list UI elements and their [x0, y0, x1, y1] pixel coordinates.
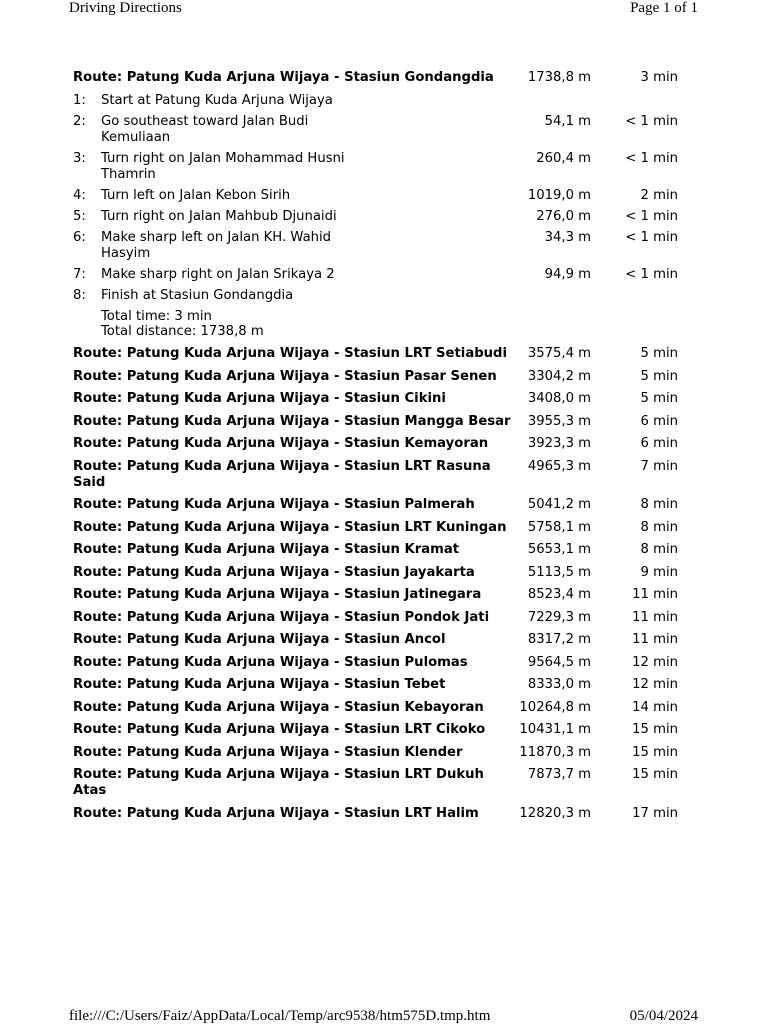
route-distance: 10264,8 m — [519, 699, 591, 715]
step-row — [73, 151, 685, 183]
route-row — [73, 700, 685, 716]
route-row — [73, 767, 685, 799]
route-row — [73, 70, 685, 86]
step-distance: 94,9 m — [544, 266, 591, 282]
route-name: Route: Patung Kuda Arjuna Wijaya - Stasiun Klender — [73, 744, 463, 760]
route-row — [73, 655, 685, 671]
route-distance: 3575,4 m — [527, 346, 591, 361]
route-name: Route: Patung Kuda Arjuna Wijaya - Stasiun Kramat — [73, 542, 460, 557]
footer-file-path: file:///C:/Users/Faiz/AppData/Local/Temp/arc9538/htm575D.tmp.htm — [69, 1008, 491, 1024]
route-row — [73, 414, 685, 430]
route-name: Route: Patung Kuda Arjuna Wijaya - Stasiun LRT Dukuh Atas — [73, 767, 484, 798]
step-distance: 34,3 m — [544, 229, 591, 245]
directions-content — [73, 70, 685, 828]
route-name: Route: Patung Kuda Arjuna Wijaya - Stasiun Cikini — [73, 391, 446, 406]
route-distance: 3304,2 m — [527, 368, 591, 384]
step-number: 4: — [73, 187, 86, 203]
page-number: Page 1 of 1 — [630, 0, 698, 16]
route-totals — [73, 309, 685, 340]
page-header-title: Driving Directions — [69, 0, 182, 16]
route-row — [73, 542, 685, 558]
route-time: 14 min — [632, 699, 678, 715]
route-distance: 3923,3 m — [527, 436, 591, 451]
step-row — [73, 230, 685, 262]
step-instruction: Turn right on Jalan Mahbub Djunaidi — [101, 208, 337, 224]
step-row — [73, 93, 685, 109]
step-number: 5: — [73, 208, 86, 224]
route-row — [73, 436, 685, 452]
route-name: Route: Patung Kuda Arjuna Wijaya - Stasiun Pondok Jati — [73, 609, 490, 625]
route-name: Route: Patung Kuda Arjuna Wijaya - Stasiun Palmerah — [73, 497, 475, 512]
route-name: Route: Patung Kuda Arjuna Wijaya - Stasiun Kemayoran — [73, 436, 489, 451]
route-row — [73, 497, 685, 513]
route-steps — [73, 93, 685, 304]
route-name: Route: Patung Kuda Arjuna Wijaya - Stasiun LRT Rasuna Said — [73, 458, 491, 490]
route-distance: 8523,4 m — [527, 587, 591, 602]
route-distance: 4965,3 m — [527, 458, 591, 474]
step-row — [73, 188, 685, 204]
route-distance: 9564,5 m — [527, 654, 591, 670]
route-time: 17 min — [632, 805, 678, 821]
route-row — [73, 459, 685, 491]
step-row — [73, 288, 685, 304]
route-row — [73, 677, 685, 693]
route-time: 5 min — [640, 368, 678, 384]
route-distance: 10431,1 m — [519, 722, 591, 737]
route-name: Route: Patung Kuda Arjuna Wijaya - Stasiun LRT Cikoko — [73, 722, 486, 737]
step-row — [73, 209, 685, 225]
step-instruction: Make sharp left on Jalan KH. Wahid Hasyim — [101, 229, 332, 261]
step-time: < 1 min — [625, 266, 678, 282]
step-instruction: Turn left on Jalan Kebon Sirih — [101, 187, 291, 203]
route-list — [73, 346, 685, 822]
route-distance: 5758,1 m — [527, 519, 591, 535]
route-name: Route: Patung Kuda Arjuna Wijaya - Stasiun Tebet — [73, 677, 446, 692]
step-number: 6: — [73, 229, 86, 245]
total-time: Total time: 3 min — [101, 308, 212, 324]
route-time: 11 min — [632, 609, 678, 625]
route-row — [73, 610, 685, 626]
step-number: 7: — [73, 266, 86, 282]
step-time: 2 min — [640, 187, 678, 203]
route-row — [73, 722, 685, 738]
route-row — [73, 587, 685, 603]
step-time: < 1 min — [625, 229, 678, 245]
route-time: 5 min — [640, 391, 678, 406]
route-row — [73, 391, 685, 407]
route-distance: 7229,3 m — [527, 609, 591, 625]
route-name: Route: Patung Kuda Arjuna Wijaya - Stasiun Jayakarta — [73, 564, 475, 580]
step-time: < 1 min — [625, 150, 678, 166]
step-distance: 54,1 m — [544, 113, 591, 129]
route-time: 6 min — [640, 413, 678, 429]
step-instruction: Start at Patung Kuda Arjuna Wijaya — [101, 92, 333, 108]
route-distance: 8333,0 m — [527, 677, 591, 692]
route-name: Route: Patung Kuda Arjuna Wijaya - Stasiun Mangga Besar — [73, 413, 511, 429]
step-distance: 1019,0 m — [527, 187, 591, 203]
route-time: 12 min — [632, 654, 678, 670]
route-row — [73, 806, 685, 822]
route-row — [73, 632, 685, 648]
route-time: 12 min — [632, 677, 678, 692]
route-name: Route: Patung Kuda Arjuna Wijaya - Stasiun LRT Setiabudi — [73, 346, 508, 361]
route-distance: 1738,8 m — [527, 70, 591, 85]
step-number: 8: — [73, 287, 86, 303]
step-number: 2: — [73, 113, 86, 129]
footer-date: 05/04/2024 — [629, 1008, 698, 1024]
route-name: Route: Patung Kuda Arjuna Wijaya - Stasiun Jatinegara — [73, 587, 482, 602]
route-time: 9 min — [640, 564, 678, 580]
route-distance: 7873,7 m — [527, 767, 591, 782]
route-name: Route: Patung Kuda Arjuna Wijaya - Stasiun LRT Halim — [73, 805, 479, 821]
step-time: < 1 min — [625, 113, 678, 129]
route-row — [73, 745, 685, 761]
step-row — [73, 114, 685, 146]
route-distance: 3955,3 m — [527, 413, 591, 429]
total-distance: Total distance: 1738,8 m — [101, 324, 264, 339]
step-distance: 276,0 m — [536, 208, 591, 224]
route-time: 7 min — [640, 458, 678, 474]
route-time: 11 min — [632, 587, 678, 602]
route-time: 8 min — [640, 542, 678, 557]
route-distance: 8317,2 m — [527, 632, 591, 647]
route-distance: 3408,0 m — [527, 391, 591, 406]
step-instruction: Finish at Stasiun Gondangdia — [101, 287, 294, 303]
route-time: 5 min — [640, 346, 678, 361]
step-distance: 260,4 m — [536, 150, 591, 166]
route-distance: 5041,2 m — [527, 497, 591, 512]
route-row — [73, 346, 685, 362]
route-name: Route: Patung Kuda Arjuna Wijaya - Stasiun Pulomas — [73, 654, 468, 670]
route-row — [73, 369, 685, 385]
step-row — [73, 267, 685, 283]
route-time: 15 min — [632, 722, 678, 737]
route-name: Route: Patung Kuda Arjuna Wijaya - Stasiun Kebayoran — [73, 699, 484, 715]
route-time: 11 min — [632, 632, 678, 647]
step-instruction: Turn right on Jalan Mohammad Husni Thamrin — [101, 150, 345, 182]
route-distance: 12820,3 m — [519, 805, 591, 821]
route-distance: 5653,1 m — [527, 542, 591, 557]
route-row — [73, 565, 685, 581]
route-name: Route: Patung Kuda Arjuna Wijaya - Stasiun Gondangdia — [73, 70, 494, 85]
step-number: 1: — [73, 92, 86, 108]
step-instruction: Go southeast toward Jalan Budi Kemuliaan — [101, 113, 309, 145]
route-name: Route: Patung Kuda Arjuna Wijaya - Stasiun Ancol — [73, 632, 446, 647]
route-time: 15 min — [632, 744, 678, 760]
route-time: 8 min — [640, 497, 678, 512]
step-instruction: Make sharp right on Jalan Srikaya 2 — [101, 266, 335, 282]
route-time: 8 min — [640, 519, 678, 535]
route-time: 3 min — [640, 70, 678, 85]
route-row — [73, 520, 685, 536]
route-name: Route: Patung Kuda Arjuna Wijaya - Stasiun Pasar Senen — [73, 368, 497, 384]
route-time: 15 min — [632, 767, 678, 782]
route-distance: 5113,5 m — [527, 564, 591, 580]
route-distance: 11870,3 m — [519, 744, 591, 760]
route-name: Route: Patung Kuda Arjuna Wijaya - Stasiun LRT Kuningan — [73, 519, 507, 535]
step-time: < 1 min — [625, 208, 678, 224]
route-time: 6 min — [640, 436, 678, 451]
step-number: 3: — [73, 150, 86, 166]
